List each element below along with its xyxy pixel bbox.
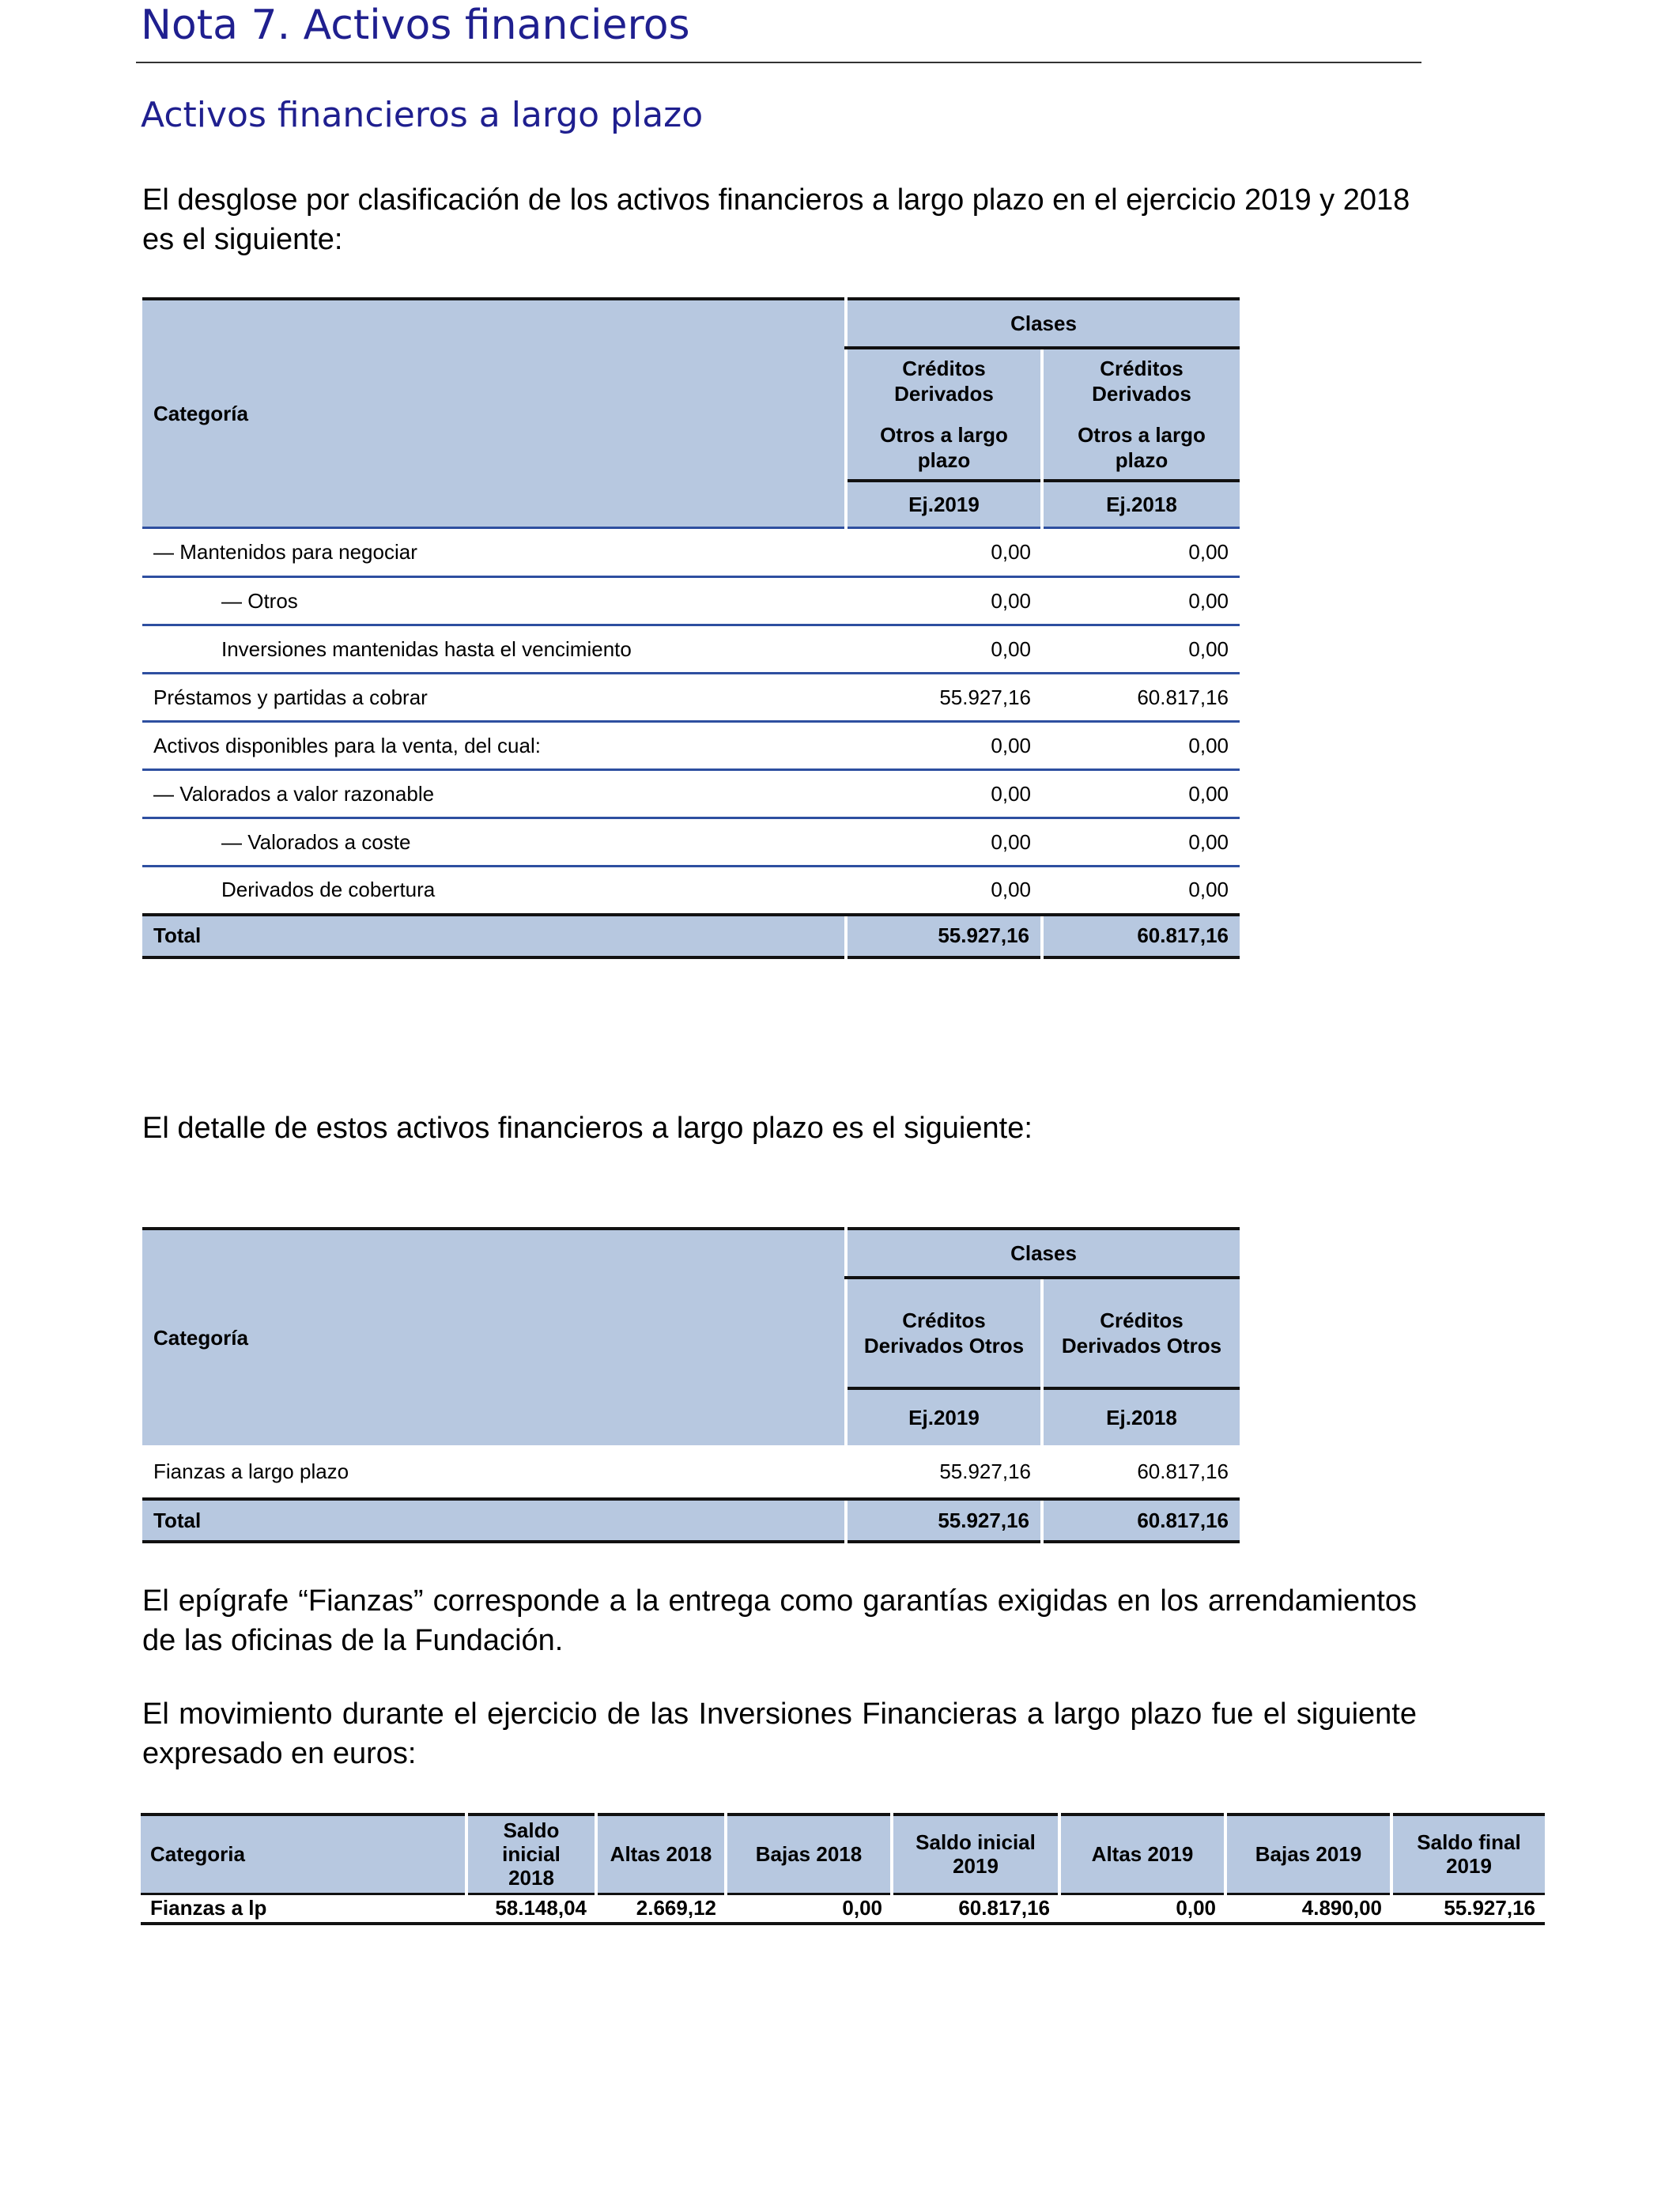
total-value-2019: 55.927,16	[846, 915, 1042, 957]
row-altas-2019: 0,00	[1176, 1896, 1216, 1920]
classification-table	[142, 297, 1240, 959]
row-label: Activos disponibles para la venta, del cual:	[142, 722, 846, 770]
row-altas-2018: 2.669,12	[636, 1896, 716, 1920]
row-label: Préstamos y partidas a cobrar	[142, 674, 846, 722]
col-header-label-b: Otros a largo plazo	[1078, 423, 1206, 472]
row-value-2019: 0,00	[846, 770, 1042, 818]
col-header-2019	[846, 348, 1042, 481]
row-value-2019: 0,00	[846, 528, 1042, 577]
detail-table	[142, 1227, 1240, 1543]
row-bajas-2018: 0,00	[842, 1896, 882, 1920]
clases-header: Clases	[846, 299, 1240, 348]
row-value-2019: 55.927,16	[846, 1445, 1042, 1499]
table-row	[142, 674, 1240, 722]
section-subtitle: Activos financieros a largo plazo	[141, 95, 704, 135]
row-value-2018: 0,00	[1042, 722, 1240, 770]
table-row	[142, 577, 1240, 625]
row-value-2018: 0,00	[1042, 770, 1240, 818]
row-label: — Valorados a coste	[142, 818, 846, 867]
title-divider	[136, 62, 1421, 63]
row-label: Derivados de cobertura	[142, 867, 846, 915]
col-header-2019: Créditos Derivados Otros	[846, 1278, 1042, 1388]
header-bajas-2019: Bajas 2019	[1225, 1814, 1391, 1894]
row-value-2018: 0,00	[1042, 528, 1240, 577]
row-value-2018: 0,00	[1042, 867, 1240, 915]
row-label: — Valorados a valor razonable	[142, 770, 846, 818]
row-label: Fianzas a largo plazo	[142, 1445, 846, 1499]
year-2019-header: Ej.2019	[846, 481, 1042, 528]
row-value-2018: 60.817,16	[1042, 674, 1240, 722]
row-value-2019: 0,00	[846, 722, 1042, 770]
col-header-label-b: Otros a largo plazo	[880, 423, 1008, 472]
fianzas-paragraph: El epígrafe “Fianzas” corresponde a la entrega como garantías exigidas en los arrendamientos de las oficinas de la Fundación.	[142, 1584, 1417, 1657]
total-value-2018: 60.817,16	[1042, 915, 1240, 957]
col-header-label-a: Créditos Derivados	[894, 357, 994, 406]
row-label: — Otros	[142, 577, 846, 625]
header-altas-2019: Altas 2019	[1059, 1814, 1225, 1894]
movement-table	[141, 1813, 1545, 1925]
row-bajas-2019: 4.890,00	[1301, 1896, 1382, 1920]
table-row	[142, 528, 1240, 577]
table-row	[141, 1894, 1545, 1924]
table-row	[142, 867, 1240, 915]
row-value-2018: 0,00	[1042, 577, 1240, 625]
table-row	[142, 722, 1240, 770]
year-2018-header: Ej.2018	[1042, 1388, 1240, 1445]
total-row	[142, 1499, 1240, 1542]
col-header-label-a: Créditos Derivados	[1092, 357, 1191, 406]
row-label: — Mantenidos para negociar	[142, 528, 846, 577]
table-row	[142, 1445, 1240, 1499]
row-value-2018: 0,00	[1042, 625, 1240, 674]
total-value-2018: 60.817,16	[1042, 1499, 1240, 1542]
row-value-2019: 0,00	[846, 625, 1042, 674]
row-categoria: Fianzas a lp	[150, 1896, 267, 1920]
header-saldo-inicial-2019: Saldo inicial 2019	[892, 1814, 1059, 1894]
row-value-2019: 55.927,16	[846, 674, 1042, 722]
page-title: Nota 7. Activos financieros	[141, 2, 690, 49]
categoria-header: Categoría	[153, 401, 248, 425]
header-altas-2018: Altas 2018	[596, 1814, 726, 1894]
header-saldo-final-2019: Saldo final 2019	[1391, 1814, 1545, 1894]
total-row	[142, 915, 1240, 957]
header-bajas-2018: Bajas 2018	[726, 1814, 892, 1894]
row-value-2018: 0,00	[1042, 818, 1240, 867]
header-saldo-inicial-2018: Saldo inicial 2018	[466, 1814, 596, 1894]
table-row	[142, 625, 1240, 674]
row-value-2019: 0,00	[846, 818, 1042, 867]
row-saldo-final-2019: 55.927,16	[1444, 1896, 1535, 1920]
intro-paragraph: El desglose por clasificación de los activos financieros a largo plazo en el ejercicio 2019 y 2018 es el siguiente:	[142, 183, 1410, 256]
table-row	[142, 770, 1240, 818]
year-2019-header: Ej.2019	[846, 1388, 1042, 1445]
total-label: Total	[153, 1508, 202, 1532]
movimiento-paragraph: El movimiento durante el ejercicio de las Inversiones Financieras a largo plazo fue el siguiente expresado en euros:	[142, 1697, 1417, 1770]
table-row	[142, 818, 1240, 867]
year-2018-header: Ej.2018	[1042, 481, 1240, 528]
categoria-header: Categoría	[153, 1325, 248, 1350]
row-value-2018: 60.817,16	[1042, 1445, 1240, 1499]
clases-header: Clases	[846, 1229, 1240, 1278]
row-saldo-inicial-2019: 60.817,16	[958, 1896, 1050, 1920]
total-value-2019: 55.927,16	[846, 1499, 1042, 1542]
row-value-2019: 0,00	[846, 577, 1042, 625]
row-saldo-inicial-2018: 58.148,04	[495, 1896, 587, 1920]
detail-paragraph: El detalle de estos activos financieros a largo plazo es el siguiente:	[142, 1112, 1033, 1145]
row-value-2019: 0,00	[846, 867, 1042, 915]
header-categoria: Categoria	[150, 1841, 245, 1866]
row-label: Inversiones mantenidas hasta el vencimiento	[142, 625, 846, 674]
total-label: Total	[153, 923, 202, 947]
col-header-2018: Créditos Derivados Otros	[1042, 1278, 1240, 1388]
col-header-2018	[1042, 348, 1240, 481]
